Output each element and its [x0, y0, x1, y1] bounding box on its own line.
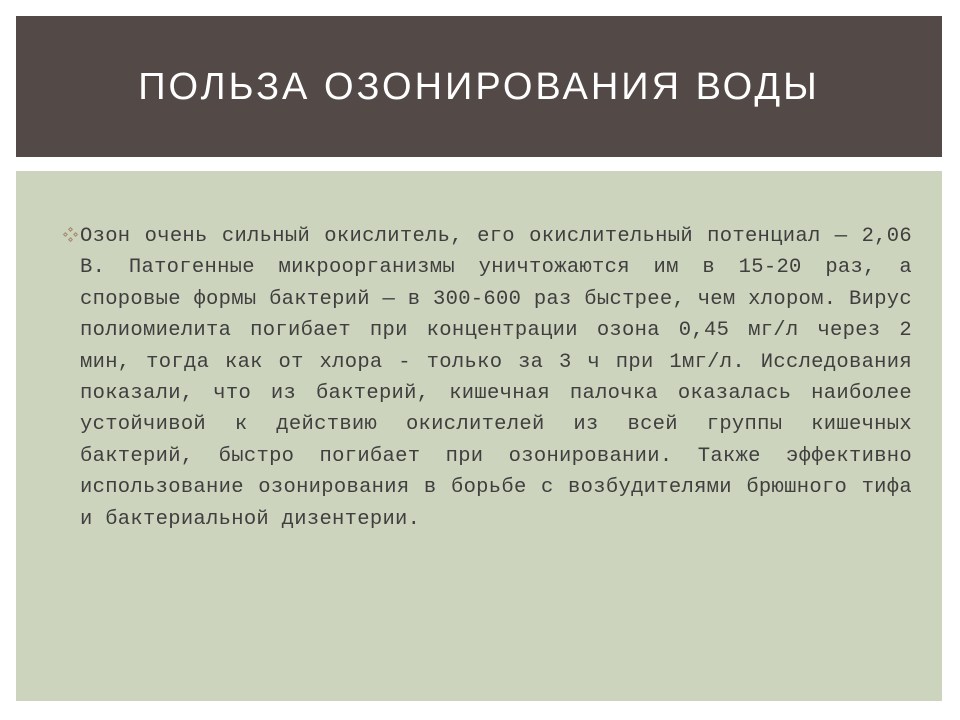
- bullet-text: Озон очень сильный окислитель, его окислительный потенциал — 2,06 В. Патогенные микроорганизмы уничтожаются им в 15-20 раз, а споровые формы бактерий — в 300-600 раз быстрее, чем хлором. Вирус полиомиелита погибает при концентрации озона 0,45 мг/л через 2 мин, тогда как от хлора - только за 3 ч при 1мг/л. Исследования показали, что из бактерий, кишечная палочка оказалась наиболее устойчивой к действию окислителей из всей группы кишечных бактерий, быстро погибает при озонировании. Также эффективно использование озонирования в борьбе с возбудителями брюшного тифа и бактериальной дизентерии.: [80, 225, 912, 531]
- title-bar: [16, 16, 942, 157]
- bullet-item: [62, 221, 912, 535]
- diamond-bullet-icon: [62, 226, 79, 243]
- slide-title: ПОЛЬЗА ОЗОНИРОВАНИЯ ВОДЫ: [138, 66, 820, 108]
- content-panel: [16, 171, 942, 701]
